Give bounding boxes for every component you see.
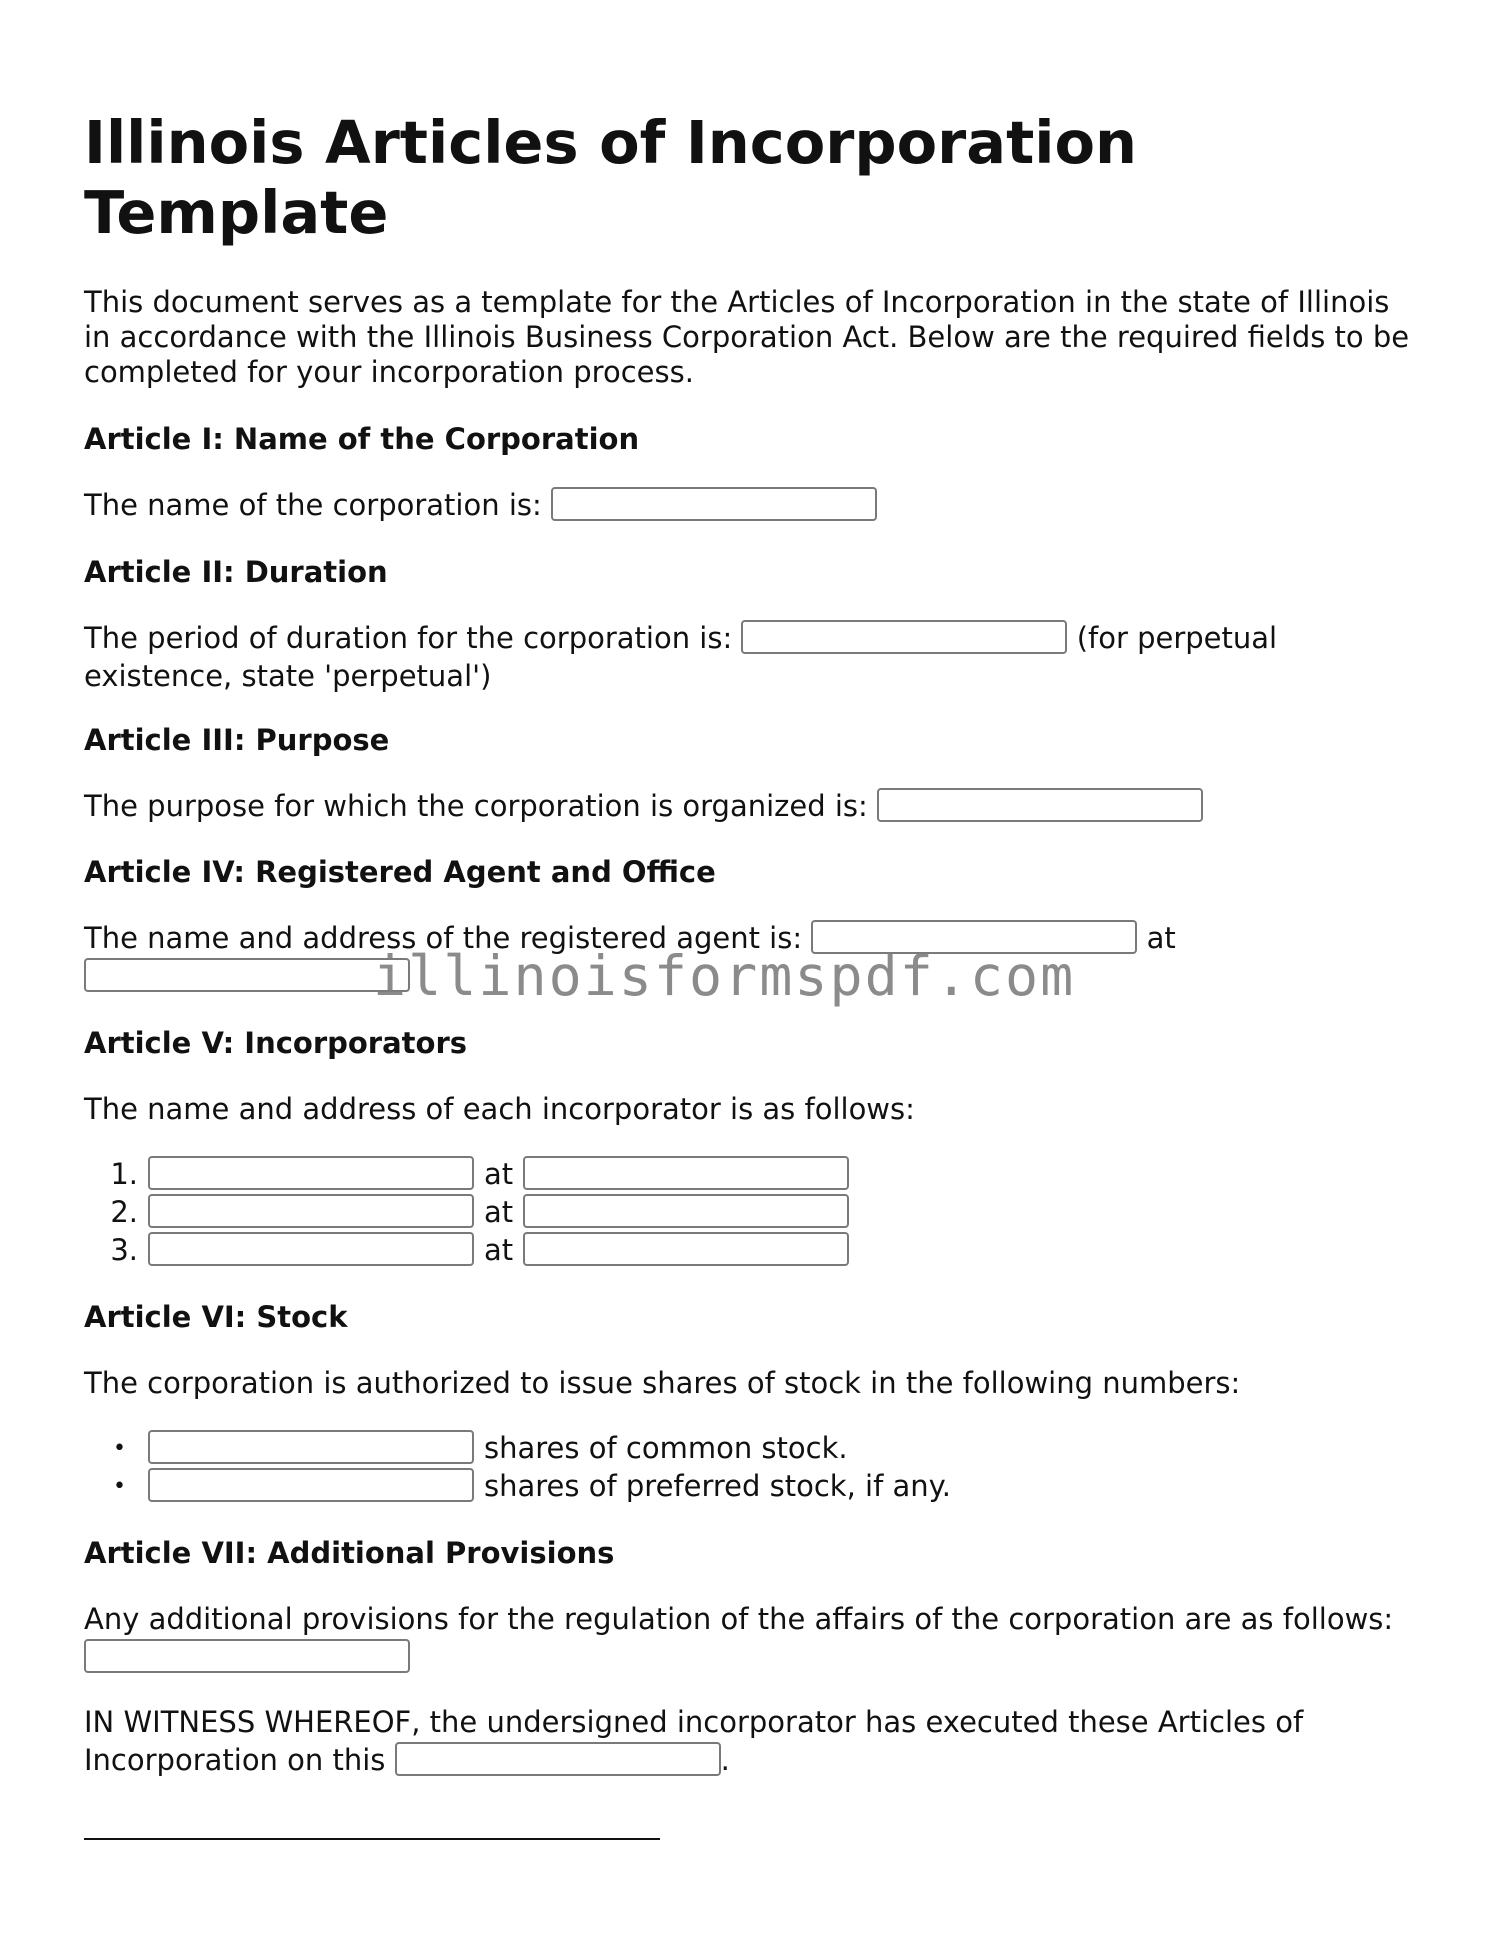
- incorporator-address-field[interactable]: [523, 1232, 849, 1266]
- incorporator-name-field[interactable]: [148, 1194, 474, 1228]
- incorporator-at: at: [484, 1157, 514, 1191]
- signature-line: [84, 1838, 660, 1840]
- page-title: Illinois Articles of Incorporation Template: [84, 108, 1138, 247]
- bullet-icon: •: [113, 1436, 126, 1461]
- intro-paragraph: This document serves as a template for the Articles of Incorporation in the state of Illinois in accordance with the Illinois Business Corporation Act. Below are the required fields to be completed for your incorporation process.: [84, 285, 1410, 389]
- article-1-heading: Article I: Name of the Corporation: [84, 422, 640, 456]
- article-7-label: Any additional provisions for the regulation of the affairs of the corporation are as follows:: [84, 1602, 1394, 1636]
- incorporator-address-field[interactable]: [523, 1194, 849, 1228]
- article-2-label: The period of duration for the corporation is:: [84, 621, 733, 655]
- stock-item: [84, 1467, 961, 1509]
- registered-agent-address-field[interactable]: [84, 958, 410, 992]
- incorporator-at: at: [484, 1195, 514, 1229]
- article-1-row: [84, 486, 877, 525]
- duration-field[interactable]: [741, 620, 1067, 654]
- article-2-heading: Article II: Duration: [84, 555, 388, 589]
- bullet-icon: •: [113, 1474, 126, 1499]
- witness-line-2: [84, 1741, 730, 1780]
- purpose-field[interactable]: [877, 788, 1203, 822]
- article-4-at: at: [1146, 921, 1176, 955]
- article-6-label: The corporation is authorized to issue shares of stock in the following numbers:: [84, 1366, 1241, 1400]
- corporation-name-field[interactable]: [551, 487, 877, 521]
- witness-line-1: IN WITNESS WHEREOF, the undersigned incorporator has executed these Articles of: [84, 1705, 1304, 1739]
- article-4-label: The name and address of the registered agent is:: [84, 921, 803, 955]
- article-2-row: [84, 619, 1277, 658]
- article-6-heading: Article VI: Stock: [84, 1300, 348, 1334]
- additional-provisions-field[interactable]: [84, 1639, 410, 1673]
- article-1-label: The name of the corporation is:: [84, 488, 542, 522]
- incorporator-address-field[interactable]: [523, 1156, 849, 1190]
- incorporator-name-field[interactable]: [148, 1232, 474, 1266]
- incorporator-at: at: [484, 1233, 514, 1267]
- article-7-field-row: [84, 1638, 410, 1677]
- witness-label: Incorporation on this: [84, 1743, 386, 1777]
- registered-agent-name-field[interactable]: [811, 920, 1137, 954]
- incorporator-number: 3.: [110, 1233, 138, 1267]
- incorporator-number: 2.: [110, 1195, 138, 1229]
- witness-period: .: [720, 1743, 730, 1777]
- incorporator-item: [84, 1155, 849, 1194]
- article-3-heading: Article III: Purpose: [84, 723, 390, 757]
- article-5-label: The name and address of each incorporator is as follows:: [84, 1092, 915, 1126]
- incorporator-name-field[interactable]: [148, 1156, 474, 1190]
- article-5-heading: Article V: Incorporators: [84, 1026, 468, 1060]
- article-4-row: [84, 919, 1176, 958]
- article-2-note: (for perpetual: [1076, 621, 1278, 655]
- incorporator-number: 1.: [110, 1157, 138, 1191]
- article-3-row: [84, 787, 1203, 826]
- preferred-stock-shares-field[interactable]: [148, 1468, 474, 1502]
- common-stock-shares-field[interactable]: [148, 1430, 474, 1464]
- incorporator-item: [84, 1193, 849, 1232]
- incorporator-item: [84, 1231, 849, 1270]
- stock-item: [84, 1429, 858, 1471]
- watermark: illinoisformspdf.com: [373, 944, 1076, 1008]
- execution-date-field[interactable]: [395, 1742, 721, 1776]
- article-3-label: The purpose for which the corporation is organized is:: [84, 789, 868, 823]
- stock-suffix: shares of preferred stock, if any.: [484, 1469, 951, 1503]
- article-4-address-row: [84, 957, 410, 996]
- stock-suffix: shares of common stock.: [484, 1431, 848, 1465]
- article-7-heading: Article VII: Additional Provisions: [84, 1536, 615, 1570]
- article-2-note-continued: existence, state 'perpetual'): [84, 659, 492, 693]
- article-4-heading: Article IV: Registered Agent and Office: [84, 855, 716, 889]
